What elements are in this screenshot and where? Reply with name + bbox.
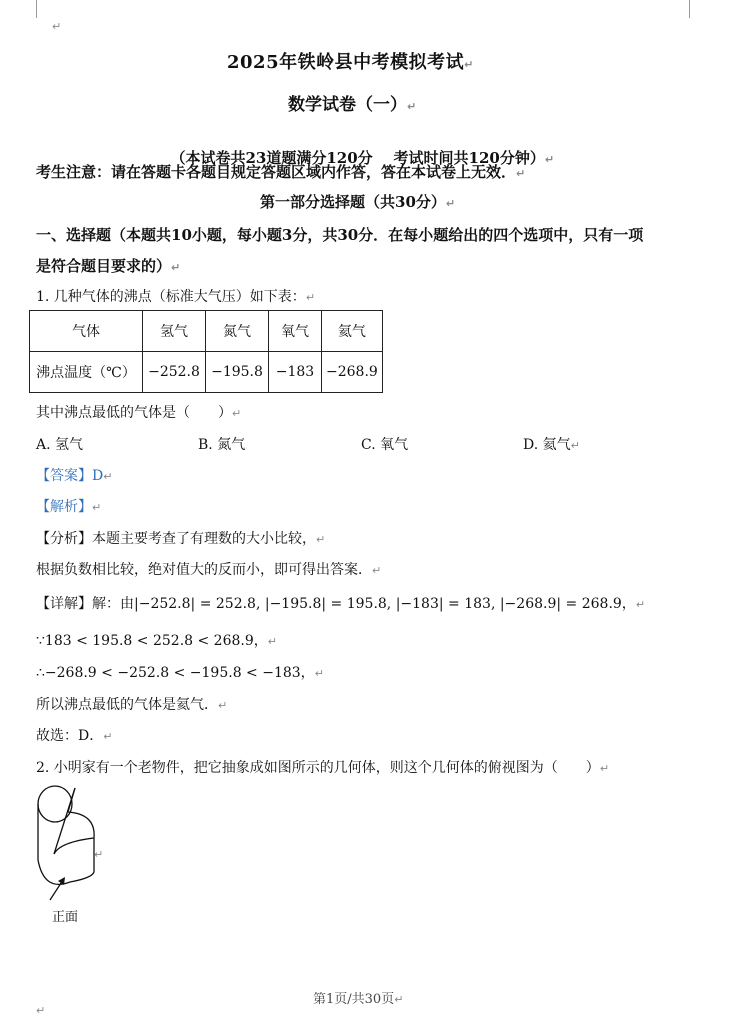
- q1-method: 根据负数相比较，绝对值大的反而小，即可得出答案．↵: [36, 562, 382, 578]
- table-cell: −183: [269, 352, 322, 393]
- exam-notice: 考生注意：请在答题卡各题目规定答题区域内作答，答在本试卷上无效．↵: [36, 163, 526, 181]
- crop-mark-top-left: [36, 0, 37, 18]
- table-header-cell: 氧气: [269, 311, 322, 352]
- q2-figure-label: 正面: [52, 910, 79, 925]
- table-header-cell: 氮气: [206, 311, 269, 352]
- table-row-label: 沸点温度（℃）: [30, 352, 143, 393]
- q1-therefore: ∴−268.9 < −252.8 < −195.8 < −183，↵: [36, 665, 324, 681]
- q1-choice: 故选：D．↵: [36, 728, 113, 744]
- return-mark: ↵: [94, 848, 104, 861]
- table-header-cell: 氢气: [143, 311, 206, 352]
- table-cell: −268.9: [322, 352, 383, 393]
- q2-solid-figure: [30, 782, 110, 902]
- q1-option-b: B. 氮气: [198, 437, 246, 453]
- q1-question: 其中沸点最低的气体是（ ）↵: [36, 405, 242, 421]
- q1-because: ∵183 < 195.8 < 252.8 < 268.9，↵: [36, 633, 277, 649]
- q1-option-d: D. 氦气↵: [523, 437, 580, 453]
- q1-stem: 1. 几种气体的沸点（标准大气压）如下表：↵: [36, 289, 316, 305]
- table-cell: −195.8: [206, 352, 269, 393]
- exam-subtitle: 数学试卷（一）↵: [288, 95, 417, 115]
- crop-mark-top-right: [689, 0, 690, 18]
- return-mark: ↵: [36, 1004, 46, 1017]
- section-instructions-line1: 一、选择题（本题共10小题，每小题3分，共30分．在每小题给出的四个选项中，只有一项: [36, 226, 644, 244]
- boiling-point-table: [29, 310, 383, 393]
- q1-fenxi: 【分析】本题主要考查了有理数的大小比较，↵: [36, 531, 326, 547]
- return-mark: ↵: [52, 20, 62, 33]
- exam-info: （本试卷共23道题满分120分 考试时间共120分钟）↵: [170, 149, 555, 167]
- q1-option-c: C. 氧气: [361, 437, 409, 453]
- page-number: 第1页/共30页↵: [313, 992, 404, 1007]
- exam-title: 2025年铁岭县中考模拟考试↵: [227, 52, 474, 73]
- q1-option-a: A. 氢气: [36, 437, 84, 453]
- q1-analysis-label: 【解析】↵: [36, 499, 102, 515]
- q2-stem: 2. 小明家有一个老物件，把它抽象成如图所示的几何体，则这个几何体的俯视图为（ ）↵: [36, 760, 610, 776]
- table-row: [30, 352, 383, 393]
- q1-conclusion: 所以沸点最低的气体是氦气．↵: [36, 697, 228, 713]
- table-header-row: [30, 311, 383, 352]
- table-header-cell: 气体: [30, 311, 143, 352]
- table-cell: −252.8: [143, 352, 206, 393]
- section-instructions-line2: 是符合题目要求的）↵: [36, 257, 181, 275]
- part-one-heading: 第一部分选择题（共30分）↵: [260, 193, 456, 211]
- q1-answer: 【答案】D↵: [36, 468, 113, 484]
- table-header-cell: 氦气: [322, 311, 383, 352]
- q1-detail: 【详解】解：由|−252.8| = 252.8, |−195.8| = 195.8, |−183| = 183, |−268.9| = 268.9，↵: [36, 596, 646, 612]
